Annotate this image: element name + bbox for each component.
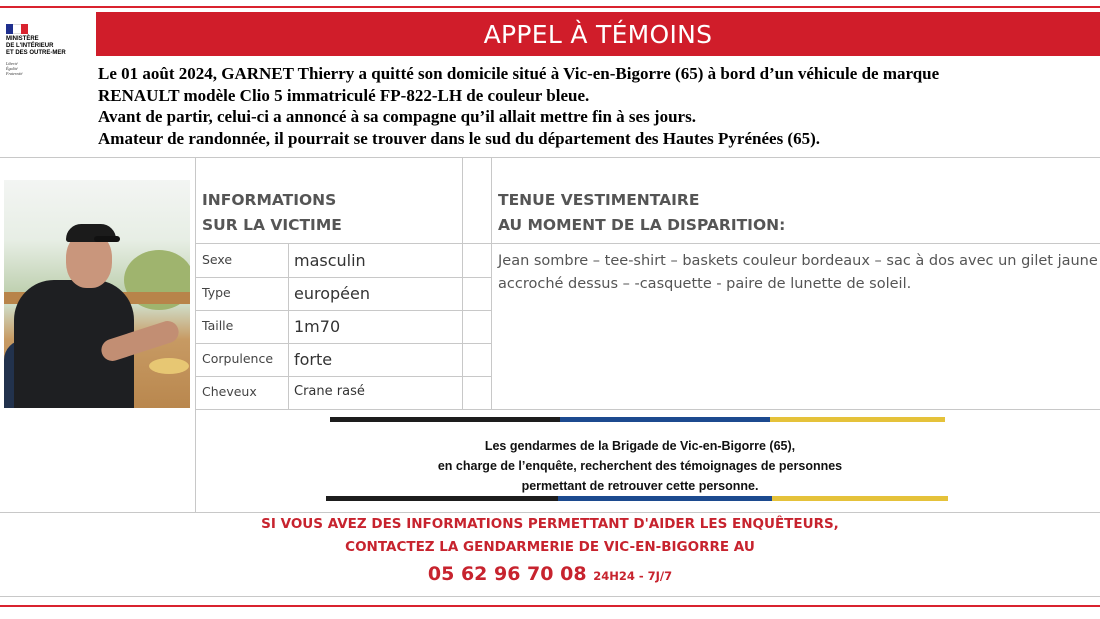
gendarmerie-message [330,436,950,496]
intro-line: Amateur de randonnée, il pourrait se trouver dans le sud du département des Hautes Pyrénées (65). [98,128,821,148]
ministry-name: MINISTÈRE DE L'INTÉRIEUR ET DES OUTRE-MER [6,36,66,56]
grid-line [288,243,289,409]
intro-line: RENAULT modèle Clio 5 immatriculé FP-822-LH de couleur bleue. [98,85,590,105]
french-flag-icon [6,24,28,34]
page-title: APPEL À TÉMOINS [483,19,713,49]
contact-line-2: CONTACTEZ LA GENDARMERIE DE VIC-EN-BIGORRE AU [345,539,755,555]
ministry-motto: Liberté Égalité Fraternité [6,61,23,76]
grid-line [195,157,196,512]
victim-label-corpulence: Corpulence [202,351,274,366]
grid-line [196,310,492,311]
ministry-logo [4,18,94,76]
victim-label-taille: Taille [202,318,234,333]
intro-line: Avant de partir, celui-ci a annoncé à sa compagne qu’il allait mettre fin à ses jours. [98,107,696,126]
victim-photo [4,180,190,408]
contact-phone-line [0,563,1100,585]
victim-label-sexe: Sexe [202,252,233,267]
phone-number[interactable]: 05 62 96 70 08 [427,563,587,585]
grid-line [0,596,1100,597]
gendarmerie-line: Les gendarmes de la Brigade de Vic-en-Bigorre (65), [484,439,796,453]
victim-value-sexe: masculin [294,251,366,270]
title-banner [96,12,1100,56]
grid-line [196,277,492,278]
victim-label-cheveux: Cheveux [202,384,257,399]
victim-value-cheveux: Crane rasé [294,384,365,399]
grid-line [196,376,492,377]
victim-value-type: européen [294,284,370,303]
top-red-rule [0,6,1100,8]
grid-line [196,343,492,344]
grid-line [0,512,1100,513]
victim-value-taille: 1m70 [294,317,341,336]
tricolor-stripe-bottom [326,496,948,501]
victim-label-type: Type [202,285,231,300]
gendarmerie-line: en charge de l’enquête, recherchent des témoignages de personnes [437,459,843,473]
grid-line [491,157,492,409]
intro-text [98,63,1098,149]
grid-line [0,157,1100,158]
intro-line: Le 01 août 2024, GARNET Thierry a quitté son domicile situé à Vic-en-Bigorre (65) à bord d’un véhicule de marque [98,64,940,83]
bottom-red-rule [0,605,1100,607]
clothing-description: Jean sombre – tee-shirt – baskets couleur bordeaux – sac à dos avec un gilet jaune accroché dessus – -casquette - paire de lunette de soleil. [498,253,1098,292]
contact-line-1: SI VOUS AVEZ DES INFORMATIONS PERMETTANT D'AIDER LES ENQUÊTEURS, [261,516,839,532]
clothing-title: TENUE VESTIMENTAIRE AU MOMENT DE LA DISPARITION: [498,191,786,234]
grid-line [196,243,1100,244]
victim-value-corpulence: forte [294,350,333,369]
gendarmerie-line: permettant de retrouver cette personne. [521,479,759,493]
grid-line [462,157,463,409]
contact-hours: 24H24 - 7J/7 [593,569,673,583]
tricolor-stripe-top [330,417,945,422]
grid-line [196,409,1100,410]
victim-info-title: INFORMATIONS SUR LA VICTIME [202,191,342,234]
